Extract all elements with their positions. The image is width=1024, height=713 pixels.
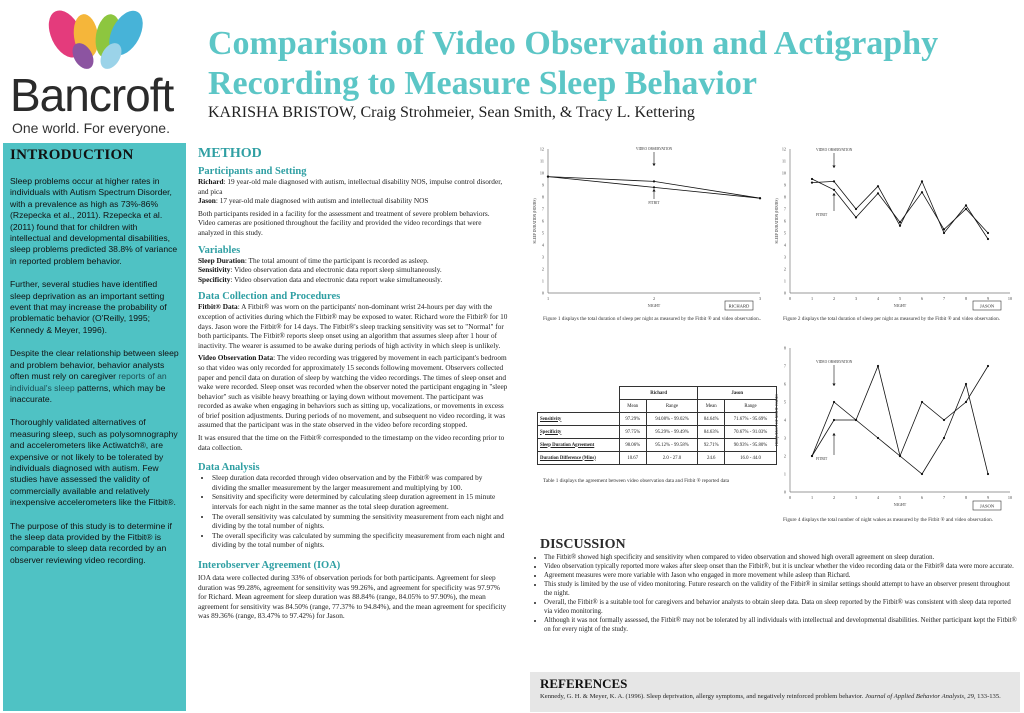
y-tick-label: 10 xyxy=(539,170,544,176)
y-tick-label: 1 xyxy=(783,278,786,284)
list-item: • The Fitbit® showed high specificity and sensitivity when compared to video observation and showed high overall agreement on sleep duration. xyxy=(544,553,1018,562)
data-collection-heading: Data Collection and Procedures xyxy=(198,291,341,303)
y-tick-label: 3 xyxy=(783,435,786,441)
data-point xyxy=(987,232,989,234)
discussion-heading: DISCUSSION xyxy=(540,537,626,552)
timestamp-paragraph: It was ensured that the time on the Fitbit® corresponded to the timestamp on the video recording prior to data collection. xyxy=(198,433,505,452)
table-subheader: Range xyxy=(725,400,777,413)
data-point xyxy=(943,419,945,421)
poster-title xyxy=(208,24,1008,104)
y-tick-label: 0 xyxy=(541,290,544,296)
list-item: • Sleep duration data recorded through video observation and by the Fitbit® was compared by dividing the smaller measurement by the larger measurement and multiplying by 100. xyxy=(212,473,508,492)
y-tick-label: 8 xyxy=(541,194,544,200)
x-tick-label: 3 xyxy=(758,296,762,301)
arrow-head-icon xyxy=(832,193,835,196)
list-item: • The overall sensitivity was calculated by summing the sensitivity measurement from each night and dividing by the total number of nights. xyxy=(212,512,508,531)
list-item: • Video observation typically reported more wakes after sleep onset than the Fitbit®, but it is unclear whether the video recording data or the Fitbit® data were more accurate. xyxy=(544,562,1018,571)
x-tick-label: 10 xyxy=(1007,296,1013,301)
data-point xyxy=(987,365,989,367)
method-column xyxy=(198,146,508,621)
y-tick-label: 0 xyxy=(783,489,786,495)
participant-name-label: JASON xyxy=(979,503,995,509)
data-point xyxy=(653,186,655,188)
y-axis-label: SLEEP DURATION (HOURS) xyxy=(533,198,537,244)
table-row xyxy=(538,439,777,452)
y-tick-label: 7 xyxy=(783,363,786,369)
annotation-fitbit-label: FITBIT xyxy=(816,457,828,461)
y-tick-label: 5 xyxy=(783,399,786,405)
y-tick-label: 6 xyxy=(541,218,544,224)
x-tick-label: 7 xyxy=(942,296,946,301)
table-cell: 97.29% xyxy=(619,413,646,426)
x-tick-label: 1 xyxy=(546,296,550,301)
table-1-caption: Table 1 displays the agreement between video observation data and Fitbit ® reported data xyxy=(543,478,730,484)
discussion-list-wrap xyxy=(530,553,1018,634)
annotation-video-label: VIDEO OBSERVATION xyxy=(635,147,673,151)
brand-wordmark: Bancroft xyxy=(10,69,174,121)
data-point xyxy=(965,383,967,385)
table-cell: 94.08% - 99.02% xyxy=(646,413,698,426)
list-item: • Sensitivity and specificity were determined by calculating sleep duration agreement in 15 minute intervals for each night in the same manner as the total sleep duration agreement. xyxy=(212,492,508,511)
data-point xyxy=(877,185,879,187)
table-cell: 98.06% xyxy=(619,439,646,452)
list-item: • The overall specificity was calculated by summing the specificity measurement from each night and dividing by the total number of nights. xyxy=(212,531,508,550)
table-cell: 84.64% xyxy=(698,413,725,426)
table-row xyxy=(538,426,777,439)
fitbit-data-paragraph: Fitbit® Data: A Fitbit® was worn on the participants' non-dominant wrist 24-hours per day with the exception of activities during which the Fitbit® may be exposed to water. Richard wore the Fitbit® for 10 days. Jason wore the Fitbit® for 14 days. The Fitbit®'s sleep tracking sensitivity was set to "Normal" for both participants. The Fitbit® reports sleep onset using an algorithm that assumes sleep after 1 hour of inactivity. The wearer is assumed to be awake during periods of high activity in which sleep is unlikely. xyxy=(198,302,508,350)
data-analysis-heading: Data Analysis xyxy=(198,462,260,474)
y-tick-label: 12 xyxy=(539,146,544,152)
data-point xyxy=(653,180,655,182)
table-cell: 10.67 xyxy=(619,452,646,465)
jason-description: Jason: 17 year-old male diagnosed with autism and intellectual disability NOS xyxy=(198,196,429,206)
series-video-line xyxy=(812,366,988,456)
data-point xyxy=(833,401,835,403)
method-heading: METHOD xyxy=(198,146,262,161)
data-point xyxy=(877,192,879,194)
table-group-header: Richard xyxy=(619,387,698,400)
y-tick-label: 4 xyxy=(783,242,786,248)
y-tick-label: 12 xyxy=(781,146,786,152)
data-point xyxy=(833,180,835,182)
variable-specificity: Specificity: Video observation data and electronic data report wake simultaneously. xyxy=(198,274,443,284)
intro-paragraph-4: Thoroughly validated alternatives of measuring sleep, such as polysomnography and accelerometers like Actiwatch®, are expensive or not likely to be tolerated by individuals diagnosed with autism. Few studies have assessed the validity of commercially available and relatively inexpensive accelerometers like the Fitbit®. xyxy=(10,417,178,508)
poster-authors: KARISHA BRISTOW, Craig Strohmeier, Sean Smith, & Tracy L. Kettering xyxy=(208,104,695,121)
y-tick-label: 0 xyxy=(783,290,786,296)
list-item: • This study is limited by the use of video monitoring. Future research on the validity of the Fitbit® in similar settings should attempt to have an observer present throughout the night. xyxy=(544,580,1018,598)
x-tick-label: 4 xyxy=(876,495,880,500)
figure-1-caption: Figure 1 displays the total duration of sleep per night as measured by the Fitbit ® and video observation.. xyxy=(543,316,762,322)
table-subheader: Mean xyxy=(698,400,725,413)
intro-paragraph-2: Further, several studies have identified sleep deprivation as an important setting event that may increase the probability of problematic behavior (O'Reilly, 1995; Kennedy & Meyer, 1996). xyxy=(10,279,167,335)
table-cell: 95.29% - 99.49% xyxy=(646,426,698,439)
data-point xyxy=(965,208,967,210)
brand-tagline: One world. For everyone. xyxy=(12,120,170,136)
video-data-paragraph: Video Observation Data: The video recording was triggered by movement in each participant's bedroom so that video was only recorded for approximately 15 seconds following movement. Observers collected paper and pencil data on duration of sleep by watching the video recordings. The times of sleep onset and wake were recorded. Sleep onset was recorded when the observer noted the participant engaging in "sleep behavior" such as visible heavy breathing or laying down without movement. The participant was recorded as awake when engaging in behaviors such as sitting up, vocalizations, or movements in excess of brief position adjustments. During periods of no movement, and subsequent no video recording, it was assumed that the participant was in the state observed in the video before recording stopped. xyxy=(198,353,508,430)
y-tick-label: 5 xyxy=(783,230,786,236)
y-tick-label: 10 xyxy=(781,170,786,176)
data-point xyxy=(965,204,967,206)
table-group-header: Jason xyxy=(698,387,777,400)
data-analysis-list xyxy=(198,473,508,550)
x-tick-label: 4 xyxy=(876,296,880,301)
table-cell: 70.67% - 91.03% xyxy=(725,426,777,439)
table-cell: 95.12% - 99.58% xyxy=(646,439,698,452)
figure-4-caption: Figure 4 displays the total number of night wakes as measured by the Fitbit ® and video observation. xyxy=(783,517,993,523)
x-tick-label: 9 xyxy=(986,495,990,500)
intro-p3-b: reports of an individual's sleep xyxy=(10,371,167,393)
table-cell: 24.6 xyxy=(698,452,725,465)
ioa-paragraph: IOA data were collected during 33% of observation periods for both participants. Agreement for sleep duration was 99.28%, agreement for sensitivity was 99.26%, and agreement for specificity was 97.97% for Richard. Mean agreement for sleep duration was 88.84% (range, 84.05% to 97.90%), the mean agreement for sensitivity was 84.50% (range, 77.37% to 94.84%), and the mean agreement for specificity was 89.36% (range, 83.47% to 97.42%) for Jason. xyxy=(198,573,507,621)
participants-heading: Participants and Setting xyxy=(198,166,307,177)
table-row-label: Sensitivity xyxy=(538,413,620,426)
data-point xyxy=(811,182,813,184)
y-tick-label: 7 xyxy=(541,206,544,212)
table-row-label: Sleep Duration Agreement xyxy=(538,439,620,452)
y-tick-label: 4 xyxy=(541,242,544,248)
poster-title-line-1: Comparison of Video Observation and Actigraphy xyxy=(208,25,939,62)
intro-paragraph-3 xyxy=(10,348,179,405)
x-tick-label: 3 xyxy=(854,296,858,301)
data-point xyxy=(899,221,901,223)
table-row-label: Duration Difference (Mins) xyxy=(538,452,620,465)
table-row xyxy=(538,452,777,465)
figure-4-chart xyxy=(768,338,1020,516)
series-fitbit-line xyxy=(812,384,988,474)
annotation-fitbit-label: FITBIT xyxy=(816,213,828,217)
data-point xyxy=(921,180,923,182)
data-point xyxy=(855,419,857,421)
y-tick-label: 2 xyxy=(783,453,786,459)
x-tick-label: 0 xyxy=(788,495,792,500)
data-point xyxy=(921,401,923,403)
figure-4-svg xyxy=(768,338,1020,516)
variable-sensitivity: Sensitivity: Video observation data and electronic data report sleep simultaneously. xyxy=(198,265,442,275)
figure-2-caption: Figure 2 displays the total duration of sleep per night as measured by the Fitbit ® and video observation. xyxy=(783,316,1001,322)
table-subheader: Range xyxy=(646,400,698,413)
y-tick-label: 1 xyxy=(541,278,544,284)
x-tick-label: 5 xyxy=(898,296,902,301)
discussion-list xyxy=(530,553,1018,634)
introduction-panel xyxy=(3,143,186,711)
x-tick-label: 2 xyxy=(832,296,836,301)
x-tick-label: 2 xyxy=(832,495,836,500)
data-point xyxy=(855,208,857,210)
data-point xyxy=(987,238,989,240)
x-tick-label: 2 xyxy=(652,296,656,301)
x-tick-label: 6 xyxy=(920,296,924,301)
variables-heading: Variables xyxy=(198,244,241,256)
y-tick-label: 11 xyxy=(539,158,544,164)
data-point xyxy=(833,189,835,191)
table-cell: 90.93% - 95.80% xyxy=(725,439,777,452)
y-tick-label: 4 xyxy=(783,417,786,423)
data-point xyxy=(965,401,967,403)
x-tick-label: 8 xyxy=(964,296,968,301)
data-point xyxy=(811,455,813,457)
y-axis-label: SLEEP DURATION (HOURS) xyxy=(775,198,779,244)
data-point xyxy=(987,473,989,475)
data-point xyxy=(877,365,879,367)
data-point xyxy=(547,176,549,178)
x-tick-label: 3 xyxy=(854,495,858,500)
table-cell: 97.75% xyxy=(619,426,646,439)
table-cell: 71.67% - 95.69% xyxy=(725,413,777,426)
y-tick-label: 8 xyxy=(783,194,786,200)
introduction-heading: INTRODUCTION xyxy=(10,147,134,163)
x-axis-label: NIGHT xyxy=(893,502,907,507)
x-tick-label: 5 xyxy=(898,495,902,500)
x-tick-label: 6 xyxy=(920,495,924,500)
data-point xyxy=(943,232,945,234)
list-item: • Overall, the Fitbit® is a suitable tool for caregivers and behavior analysts to obtain sleep data. Data on sleep reported by the Fitbit® was consistent with sleep data reported via video monitoring. xyxy=(544,598,1018,616)
table-row xyxy=(538,413,777,426)
x-tick-label: 1 xyxy=(810,495,814,500)
data-point xyxy=(921,191,923,193)
figure-2-svg xyxy=(768,143,1020,318)
richard-description: Richard: 19 year-old male diagnosed with autism, intellectual disability NOS, impulse control disorder, and pica xyxy=(198,177,503,196)
y-tick-label: 9 xyxy=(783,182,786,188)
data-point xyxy=(943,228,945,230)
x-tick-label: 10 xyxy=(1007,495,1013,500)
y-tick-label: 3 xyxy=(541,254,544,260)
y-tick-label: 7 xyxy=(783,206,786,212)
x-tick-label: 1 xyxy=(810,296,814,301)
x-axis-label: NIGHT xyxy=(893,303,907,308)
arrow-head-icon xyxy=(652,189,655,192)
arrow-head-icon xyxy=(832,384,835,387)
data-point xyxy=(811,178,813,180)
data-point xyxy=(833,419,835,421)
references-panel xyxy=(530,672,1020,712)
intro-p3-c: patterns, which may be inaccurate. xyxy=(10,382,166,404)
y-tick-label: 2 xyxy=(541,266,544,272)
data-point xyxy=(877,437,879,439)
table-cell: 84.63% xyxy=(698,426,725,439)
figure-1-chart xyxy=(528,143,778,318)
ioa-heading: Interobserver Agreement (IOA) xyxy=(198,560,341,571)
table-row-label: Specificity xyxy=(538,426,620,439)
y-tick-label: 8 xyxy=(783,345,786,351)
series-video-line xyxy=(812,181,988,239)
list-item: • Although it was not formally assessed, the Fitbit® may not be tolerated by all individuals with intellectual and developmental disabilities. Neither participant kept the Fitbit® on for every night of the study. xyxy=(544,616,1018,634)
reference-entry: Kennedy, G. H. & Meyer, K. A. (1996). Sleep deprivation, allergy symptoms, and negatively reinforced problem behavior. Journal of Applied Behavior Analysis, 29, 133-135. xyxy=(540,693,1001,700)
table-cell: 2.0 - 27.0 xyxy=(646,452,698,465)
y-tick-label: 6 xyxy=(783,381,786,387)
y-tick-label: 9 xyxy=(541,182,544,188)
data-point xyxy=(943,437,945,439)
agreement-table xyxy=(537,386,777,465)
figure-1-svg xyxy=(528,143,778,318)
data-point xyxy=(759,197,761,199)
arrow-head-icon xyxy=(832,433,835,436)
y-axis-label: FREQUENCY OF NIGHT WAKES xyxy=(775,393,779,447)
references-heading: REFERENCES xyxy=(540,676,628,691)
intro-paragraph-1: Sleep problems occur at higher rates in individuals with Autism Spectrum Disorder, with a prevalence as high as 73%-86% (Rzepecka et al., 2011). Rzepecka et al. (2011) found that for children with intellectual and developmental disabilities, sleep problems predicted 38.8% of variance in reported problem behavior. xyxy=(10,176,178,266)
list-item: • Agreement measures were more variable with Jason who engaged in more movement while asleep than Richard. xyxy=(544,571,1018,580)
arrow-head-icon xyxy=(832,166,835,169)
data-point xyxy=(899,455,901,457)
table-subheader: Mean xyxy=(619,400,646,413)
y-tick-label: 5 xyxy=(541,230,544,236)
figure-2-chart xyxy=(768,143,1020,318)
participant-name-label: JASON xyxy=(979,303,995,309)
y-tick-label: 6 xyxy=(783,218,786,224)
setting-description: Both participants resided in a facility for the assessment and treatment of severe problem behaviors. Video cameras are positioned throughout the facility and provided the video recordings that were analyzed in this study. xyxy=(198,208,490,237)
variable-sleep-duration: Sleep Duration: The total amount of time the participant is recorded as asleep. xyxy=(198,255,429,265)
poster-title-line-2: Recording to Measure Sleep Behavior xyxy=(208,65,757,102)
intro-p3-a: Despite the clear relationship between sleep and problem behavior, behavior analysts often must rely on caregiver xyxy=(10,348,179,382)
x-tick-label: 8 xyxy=(964,495,968,500)
annotation-fitbit-label: FITBIT xyxy=(648,201,660,205)
table-cell: 16.0 - 44.0 xyxy=(725,452,777,465)
annotation-video-label: VIDEO OBSERVATION xyxy=(816,148,853,152)
y-tick-label: 3 xyxy=(783,254,786,260)
intro-paragraph-5: The purpose of this study is to determine if the sleep data provided by the Fitbit® is comparable to sleep data recorded by an observer reviewing video recording. xyxy=(10,520,172,565)
table-cell: 92.71% xyxy=(698,439,725,452)
x-tick-label: 7 xyxy=(942,495,946,500)
x-tick-label: 9 xyxy=(986,296,990,301)
y-tick-label: 2 xyxy=(783,266,786,272)
y-tick-label: 1 xyxy=(783,471,786,477)
y-tick-label: 11 xyxy=(781,158,786,164)
x-axis-label: NIGHT xyxy=(647,303,661,308)
x-tick-label: 0 xyxy=(788,296,792,301)
participant-name-label: RICHARD xyxy=(728,303,750,309)
arrow-head-icon xyxy=(652,164,655,167)
data-point xyxy=(899,225,901,227)
data-point xyxy=(921,473,923,475)
data-point xyxy=(855,216,857,218)
annotation-video-label: VIDEO OBSERVATION xyxy=(816,360,853,364)
